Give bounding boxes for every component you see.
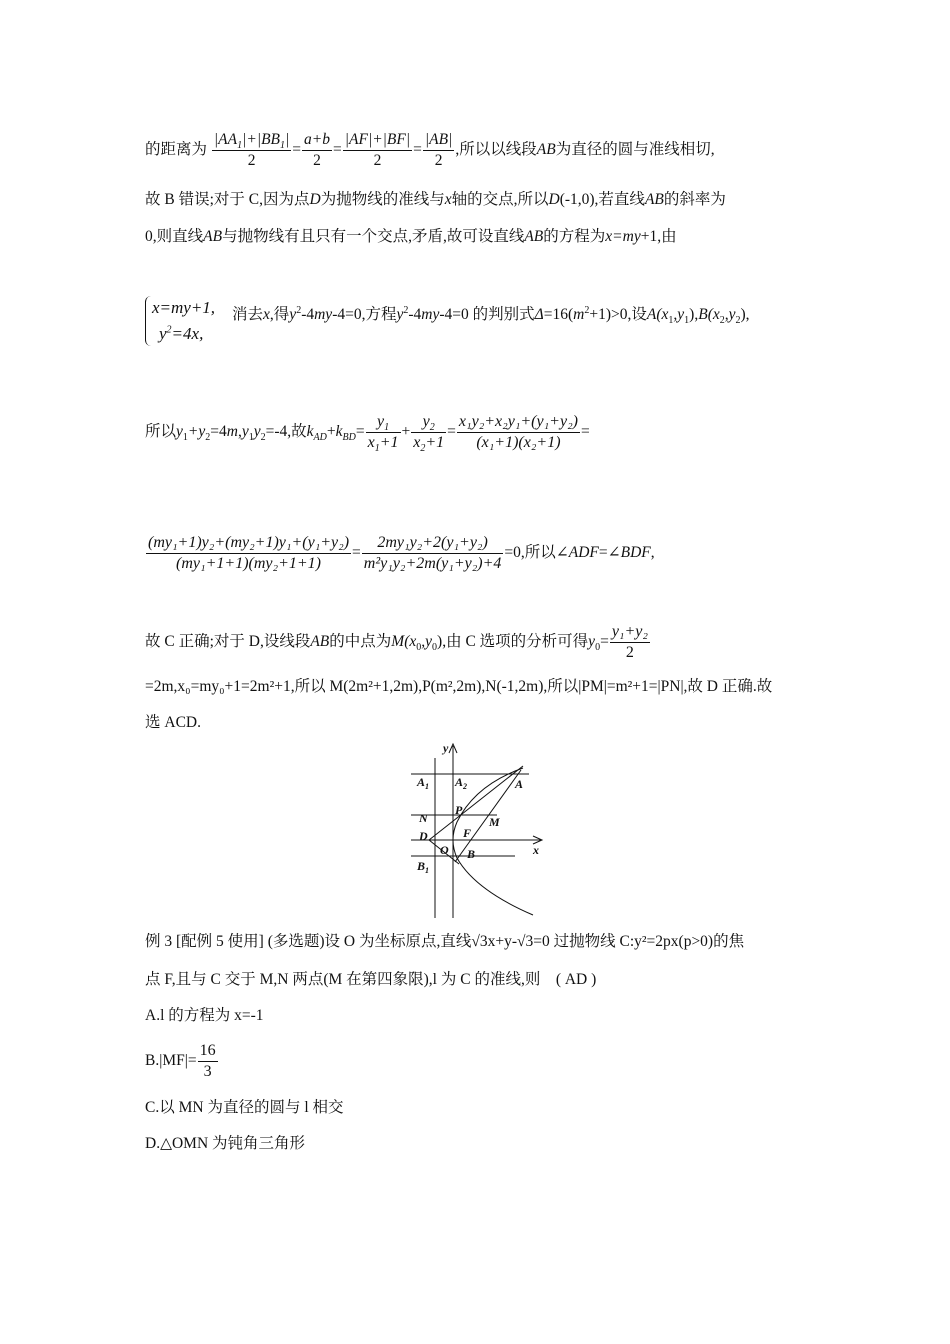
midpoint-line: 故 C 正确;对于 D,设线段AB的中点为$M(x_0,y_0)$,由 C 选项的分析可得$y_0=$ $\frac{\text{y₁+y₂}}{2}$ [145, 623, 648, 661]
label-a1: $A_1$ [417, 775, 430, 791]
fraction-aa1-bb1: $\frac{|AA_1|+|BB_1|}{2}$ [213, 131, 290, 169]
label-x: x [533, 843, 539, 857]
text-line-2: 故 B 错误;对于 C,因为点D为抛物线的准线与x轴的交点,所以D(-1,0),若直线AB的斜率为 [145, 191, 726, 208]
fraction-2my: $\frac{\text{2my₁y₂+2(y₁+y₂)}}{\text{m²y₁y₂+2m(y₁+y₂)+4}}$ [363, 534, 502, 572]
option-c: C.以 MN 为直径的圆与 l 相交 [145, 1099, 344, 1116]
distance-equation-line: 的距离为 $\frac{|AA_1|+|BB_1|}{2}$ = $\frac{a+b}{2}$ = $\frac{|AF|+|BF|}{2}$ = $\frac{|AB|}{2}$ ,所以以线段AB为直径的圆与准线相切, [145, 131, 715, 169]
label-f: F [463, 826, 472, 840]
option-b: B.|MF|= $\frac{16}{3}$ [145, 1042, 216, 1080]
fraction-my-expression: $\frac{\text{(my₁+1)y₂+(my₂+1)y₁+(y₁+y₂)}}{\text{(my₁+1+1)(my₂+1+1)}}$ [148, 534, 350, 572]
system-row-2: $y^2=4x$, [159, 324, 204, 343]
fraction-ab: $\frac{|AB|}{2}$ [424, 131, 453, 169]
label-a2: $A_2$ [455, 775, 468, 791]
text-line-3: 0,则直线AB与抛物线有且只有一个交点,矛盾,故可设直线AB的方程为x=my+1,由 [145, 228, 677, 245]
slope-sum-line: 所以$y_1+y_2=4m,y_1y_2=-4$,故$k_{AD}+k_{BD}=$ $\frac{y_1}{x_1+1}$ + $\frac{y_2}{x_2+1}$ = $\frac{\text{x₁y₂+x₂y₁+(y₁+y₂)}}{\text{(x₁+1)(x₂+1)}}$ = [145, 413, 590, 455]
label-b: B [467, 847, 476, 861]
text-line-9: 选 ACD. [145, 714, 201, 731]
label-d: D [419, 829, 428, 843]
fraction-combined: $\frac{\text{x₁y₂+x₂y₁+(y₁+y₂)}}{\text{(x₁+1)(x₂+1)}}$ [458, 413, 578, 451]
label-p: P [455, 803, 463, 817]
example-3-line-1: 例 3 [配例 5 使用] (多选题)设 O 为坐标原点,直线√3x+y-√3=0 过抛物线 C:y²=2px(p>0)的焦 [145, 933, 745, 950]
label-y: y [443, 741, 449, 755]
system-row-1: x=my+1, [152, 298, 216, 317]
option-a: A.l 的方程为 x=-1 [145, 1007, 264, 1024]
fraction-y2-x2: $\frac{y_2}{x_2+1}$ [413, 413, 445, 455]
fraction-y1-plus-y2: $\frac{\text{y₁+y₂}}{2}$ [611, 623, 648, 661]
fraction-16-3: $\frac{16}{3}$ [199, 1042, 216, 1080]
option-d: D.△OMN 为钝角三角形 [145, 1135, 306, 1152]
fraction-a-plus-b: $\frac{a+b}{2}$ [304, 131, 330, 169]
label-a: A [515, 777, 524, 791]
text-segment: 的距离为 [145, 141, 208, 159]
fraction-af-bf: $\frac{|AF|+|BF|}{2}$ [344, 131, 411, 169]
label-n: N [419, 811, 428, 825]
slope-simplify-line: $\frac{\text{(my₁+1)y₂+(my₂+1)y₁+(y₁+y₂)}}{\text{(my₁+1+1)(my₂+1+1)}}$ = $\frac{\text{2my₁y₂+2(y₁+y₂)}}{\text{m²y₁y₂+2m(y₁+y₂)+4}}$ =0,所以∠ADF=∠BDF, [148, 534, 655, 572]
fraction-y1-x1: $\frac{y_1}{x_1+1}$ [367, 413, 399, 455]
text-line-8: =2m,x₀=my₀+1=2m²+1,所以 M(2m²+1,2m),P(m²,2m),N(-1,2m),所以|PM|=m²+1=|PN|,故 D 正确.故 [145, 678, 773, 695]
label-o: O [440, 843, 449, 857]
example-3-line-2: 点 F,且与 C 交于 M,N 两点(M 在第四象限),l 为 C 的准线,则 ( AD ) [145, 971, 597, 988]
label-b1: $B_1$ [417, 859, 430, 875]
left-brace [145, 296, 152, 346]
line-da [429, 766, 523, 840]
parabola-figure [405, 740, 550, 920]
label-m: M [489, 815, 500, 829]
system-explanation: 消去x,得$y^2-4my-4=0$,方程$y^2-4my-4=0$ 的判别式$\Delta=16(m^2+1)>0$,设$A(x_1,y_1),B(x_2,y_2)$, [232, 304, 750, 327]
